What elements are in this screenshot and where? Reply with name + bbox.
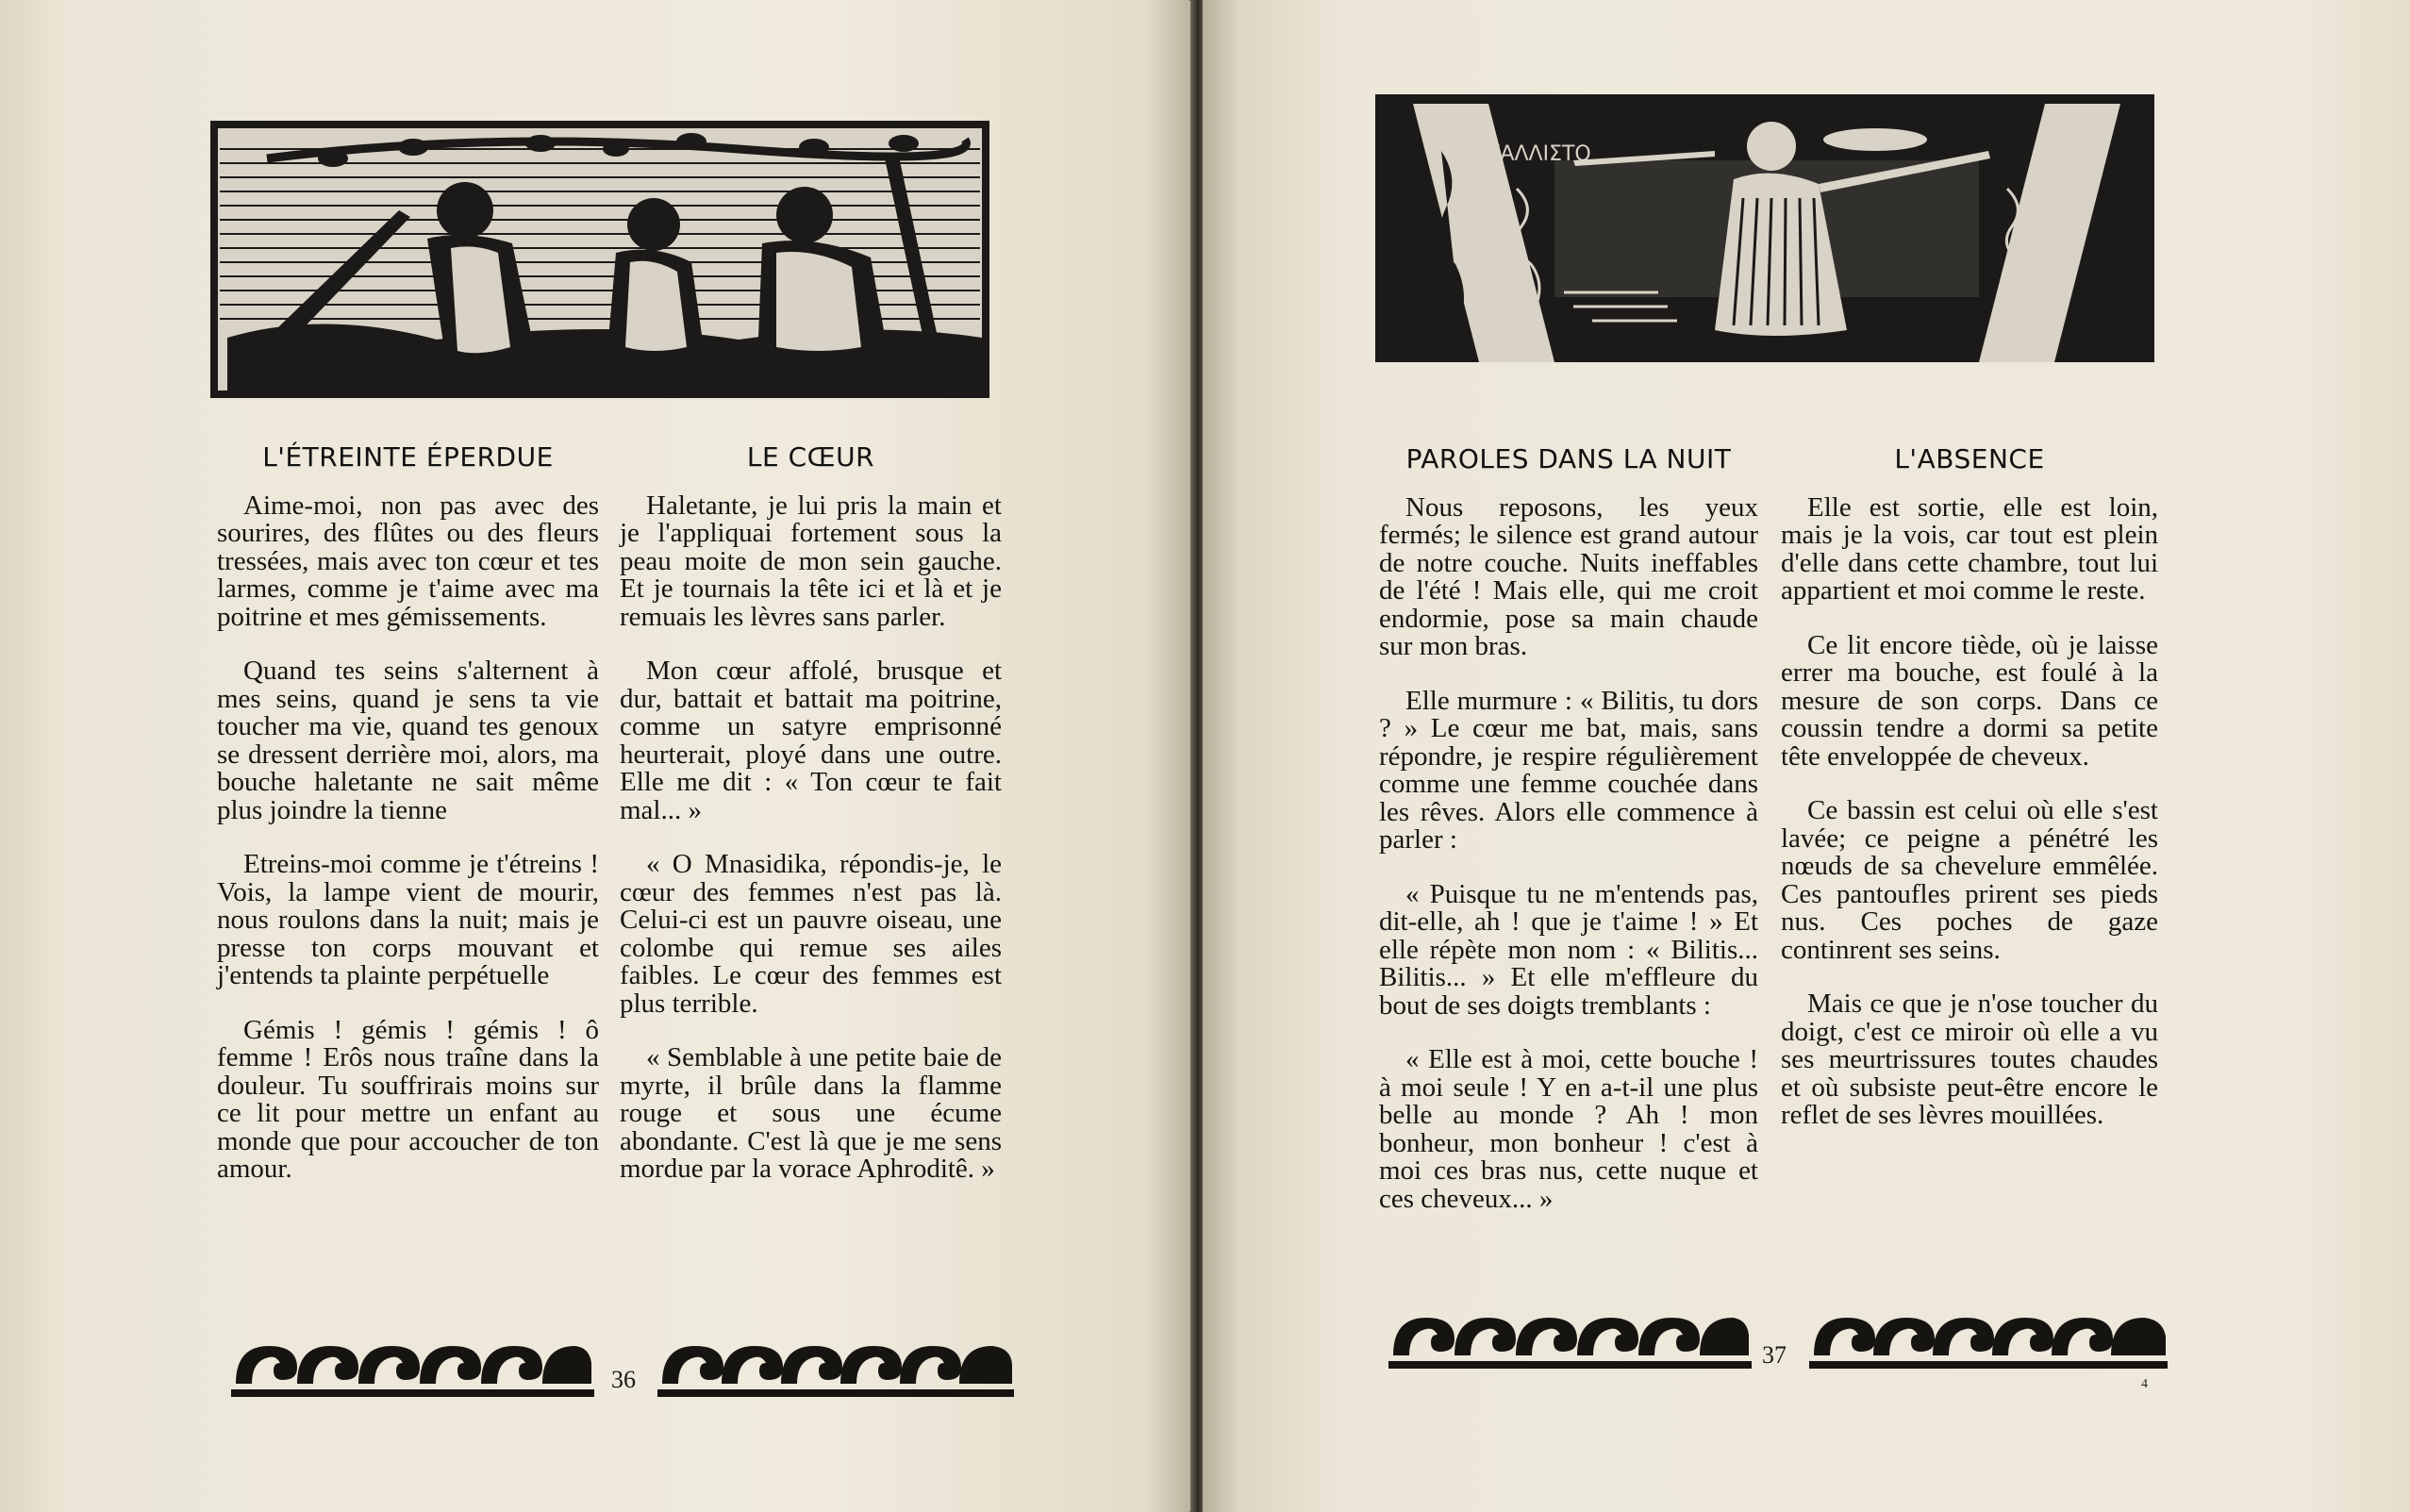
stanza: Haletante, je lui pris la main et je l'appliquai fortement sous la peau moite de mon sein gauche. Et je tournais la tête ici et là et je remuais les lèvres sans parler. bbox=[620, 490, 1002, 632]
stanza: Quand tes seins s'alternent à mes seins, quand je sens ta vie toucher ma vie, quand tes genoux se dressent derrière moi, alors, ma bouche haletante ne sait même plus joindre la tienne bbox=[217, 656, 599, 825]
stanza: Elle murmure : « Bilitis, tu dors ? » Le cœur me bat, mais, sans répondre, je respire régulièrement comme une femme couchée dans les rêves. Alors elle commence à parler : bbox=[1379, 685, 1758, 855]
stanza: Mon cœur affolé, brusque et dur, battait et battait ma poitrine, comme un satyre emprisonné heurterait, ployé dans une outre. Elle me dit : « Ton cœur te fait mal... » bbox=[620, 656, 1002, 825]
page-number: 37 bbox=[1762, 1341, 1787, 1369]
woodcut-kallisto-figure-icon bbox=[1375, 94, 2154, 362]
kallisto-inscription: ΚΑΛΛΙΣΤΟ bbox=[1487, 142, 1591, 166]
stanza: Nous reposons, les yeux fermés; le silence est grand autour de notre couche. Nuits ineffables de l'été ! Mais elle, qui me croit endormie, pose sa main chaude sur mon bras. bbox=[1379, 491, 1758, 661]
woodcut-three-figures-icon bbox=[210, 121, 989, 398]
right-page bbox=[1203, 0, 2410, 1512]
stanza: « Semblable à une petite baie de myrte, il brûle dans la flamme rouge et sous une écume abondante. C'est là que je me sens mordue par la vorace Aphroditê. » bbox=[620, 1042, 1002, 1184]
stanza: Gémis ! gémis ! gémis ! ô femme ! Erôs nous traîne dans la douleur. Tu souffrirais moins sur ce lit pour mettre un enfant au monde que pour accoucher de ton amour. bbox=[217, 1014, 599, 1184]
stanza: Elle est sortie, elle est loin, mais je la vois, car tout est plein d'elle dans cette chambre, tout lui appartient et moi comme le reste. bbox=[1781, 491, 2158, 606]
wave-frieze-left-icon bbox=[231, 1325, 594, 1403]
poem-etreinte-eperdue bbox=[217, 443, 599, 1210]
stanza: « Elle est à moi, cette bouche ! à moi seule ! Y en a-t-il une plus belle au monde ? Ah ! mon bonheur, mon bonheur ! c'est à moi ces bras nus, cette nuque et ces cheveux... » bbox=[1379, 1044, 1758, 1214]
stanza: Aime-moi, non pas avec des sourires, des flûtes ou des fleurs tressées, mais avec ton cœur et tes larmes, comme je t'aime avec ma poitrine et mes gémissements. bbox=[217, 490, 599, 632]
stanza: Mais ce que je n'ose toucher du doigt, c'est ce miroir où elle a vu ses meurtrissures toutes chaudes et où subsiste peut-être encore le reflet de ses lèvres mouillées. bbox=[1781, 989, 2158, 1130]
poem-title: LE CŒUR bbox=[746, 441, 875, 473]
page-number: 36 bbox=[611, 1366, 636, 1393]
stanza: Etreins-moi comme je t'étreins ! Vois, la lampe vient de mourir, nous roulons dans la nuit; mais je presse ton corps mouvant et j'entends ta plainte perpétuelle bbox=[217, 849, 599, 990]
stanza: Ce lit encore tiède, où je laisse errer ma bouche, est foulé à la mesure de son corps. Dans ce coussin tendre a dormi sa petite tête enveloppée de cheveux. bbox=[1781, 629, 2158, 772]
poem-le-coeur bbox=[620, 443, 1002, 1210]
stanza: « Puisque tu ne m'entends pas, dit-elle, ah ! que je t'aime ! » Et elle répète mon nom : « Bilitis... Bilitis... » Et elle m'effleure du bout de ses doigts tremblants : bbox=[1379, 878, 1758, 1021]
stanza: « O Mnasidika, répondis-je, le cœur des femmes n'est pas là. Celui-ci est un pauvre oiseau, une colombe qui remue ses ailes faibles. Le cœur des femmes est plus terrible. bbox=[620, 849, 1002, 1019]
poem-l-absence bbox=[1781, 445, 2158, 1156]
poem-paroles-dans-la-nuit bbox=[1379, 445, 1758, 1239]
poem-title: L'ABSENCE bbox=[1894, 443, 2045, 474]
poem-title: PAROLES DANS LA NUIT bbox=[1405, 443, 1732, 474]
left-page bbox=[0, 0, 1193, 1512]
wave-frieze-left-icon bbox=[1388, 1297, 1752, 1374]
stanza: Ce bassin est celui où elle s'est lavée; ce peigne a pénétré les nœuds de sa chevelure emmêlée. Ces pantoufles prirent ses pieds nus. Ces poches de gaze continrent ses seins. bbox=[1781, 795, 2158, 965]
wave-frieze-right-icon bbox=[1809, 1297, 2168, 1374]
signature-mark: 4 bbox=[2141, 1377, 2148, 1391]
poem-title: L'ÉTREINTE ÉPERDUE bbox=[262, 441, 554, 473]
wave-frieze-right-icon bbox=[657, 1325, 1014, 1403]
